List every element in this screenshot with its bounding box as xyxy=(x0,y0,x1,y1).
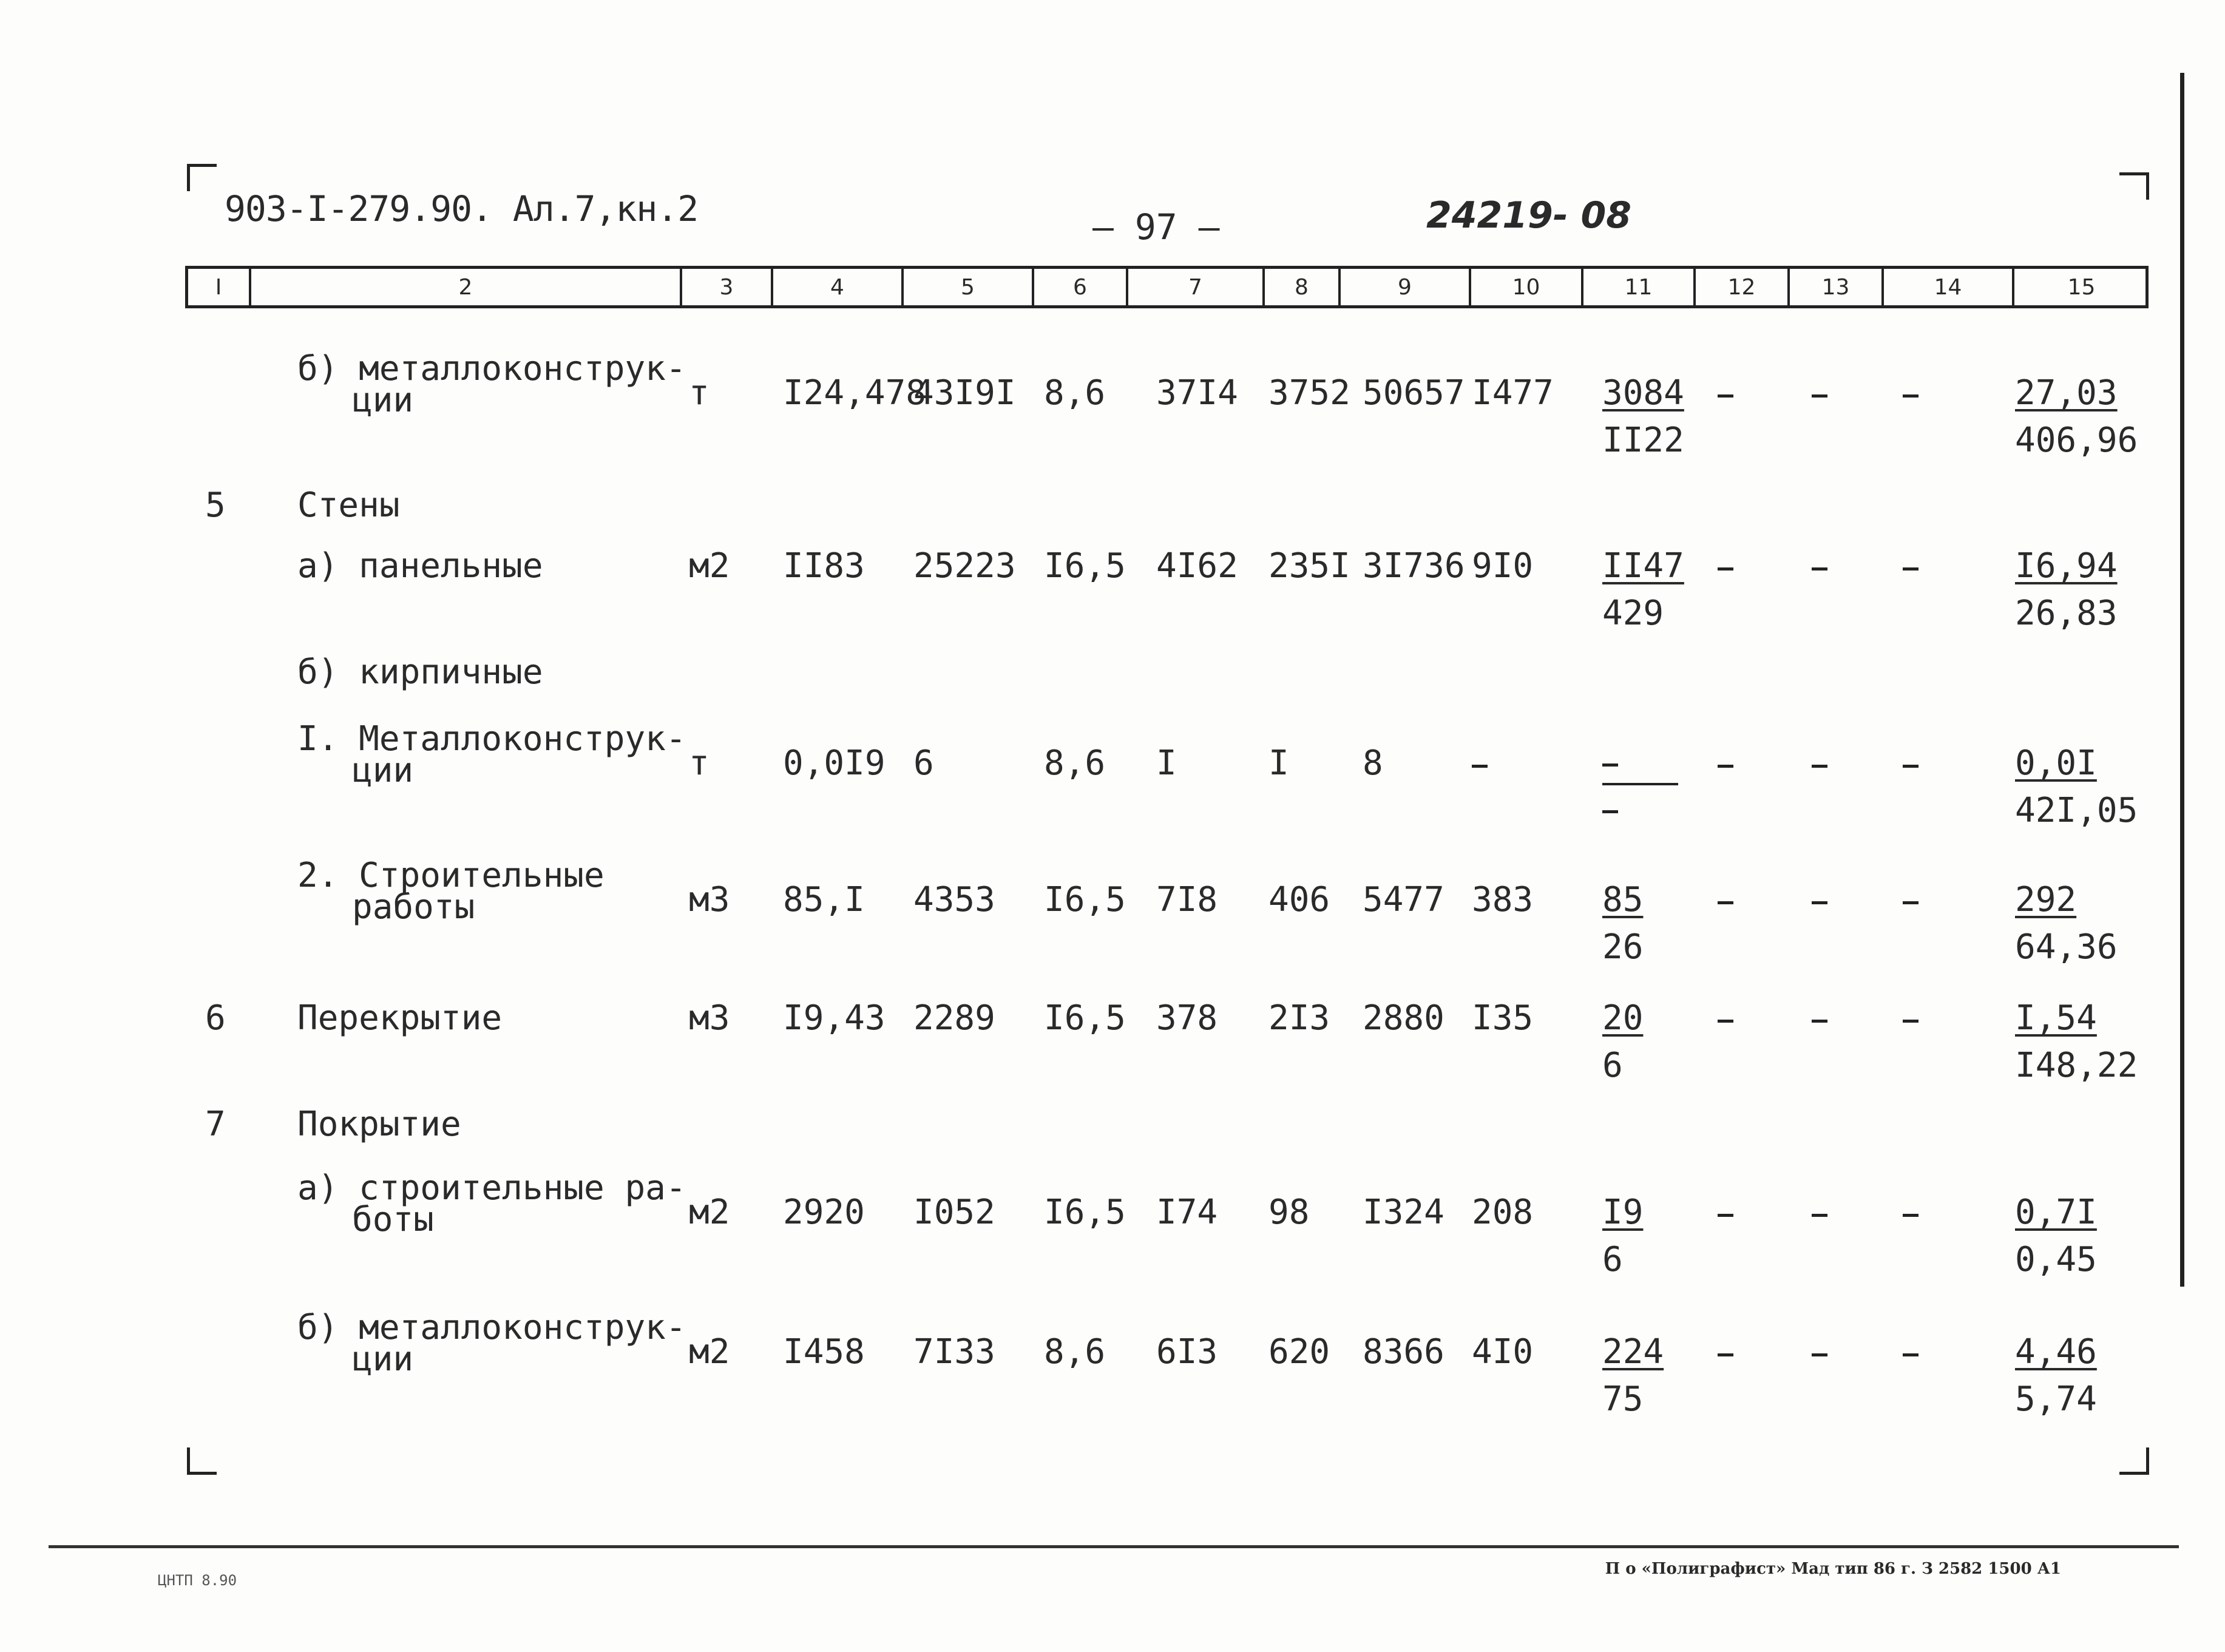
value-c12-dash xyxy=(1718,765,1733,768)
column-number-5: 5 xyxy=(901,269,1032,305)
value-c12-dash xyxy=(1718,394,1733,398)
value-c11-top: 85 xyxy=(1602,880,1644,919)
row-name: б) металлоконструк- xyxy=(297,349,686,388)
value-c10-dash xyxy=(1472,765,1488,768)
value-c10: 9I0 xyxy=(1472,546,1534,586)
column-number-1: I xyxy=(215,274,222,300)
footer-left-text: ЦНТП 8.90 xyxy=(158,1572,237,1589)
column-number-7: 7 xyxy=(1126,269,1262,305)
value-c7: 378 xyxy=(1156,998,1218,1038)
value-c9: I324 xyxy=(1363,1193,1444,1232)
value-c10: 208 xyxy=(1472,1193,1534,1232)
value-c7: 6I3 xyxy=(1156,1332,1218,1372)
value-c12-dash xyxy=(1718,1214,1733,1217)
column-number-13: 13 xyxy=(1787,269,1881,305)
value-c15-top: 27,03 xyxy=(2015,373,2118,413)
value-c11-top: 3084 xyxy=(1602,373,1684,413)
value-c13-dash xyxy=(1812,394,1827,398)
value-c4: I9,43 xyxy=(783,998,886,1038)
value-c11-top: II47 xyxy=(1602,546,1684,586)
value-c15-top: 0,7I xyxy=(2015,1193,2097,1232)
value-c5: 7I33 xyxy=(913,1332,995,1372)
value-c15-top: 4,46 xyxy=(2015,1332,2097,1372)
value-c15-bottom: 406,96 xyxy=(2015,421,2138,460)
corner-top-left xyxy=(187,164,217,191)
value-c9: 8366 xyxy=(1363,1332,1444,1372)
row-number: 7 xyxy=(205,1105,226,1144)
row-name: а) панельные xyxy=(297,546,543,586)
value-c6: 8,6 xyxy=(1044,373,1106,413)
value-c15-bottom: 26,83 xyxy=(2015,594,2118,633)
value-c15-top: I,54 xyxy=(2015,998,2097,1038)
value-c14-dash xyxy=(1903,394,1919,398)
value-c14-dash xyxy=(1903,1353,1919,1356)
value-c7: I74 xyxy=(1156,1193,1218,1232)
corner-top-right xyxy=(2119,172,2149,200)
unit-cell: м3 xyxy=(689,998,730,1038)
row-name: ции xyxy=(352,1339,414,1379)
value-c15-bottom: 0,45 xyxy=(2015,1240,2097,1279)
value-c7: I xyxy=(1156,743,1177,783)
row-name: Перекрытие xyxy=(297,998,503,1038)
document-code: 903-I-279.90. Ал.7,кн.2 xyxy=(225,188,699,229)
value-c11-bottom: 6 xyxy=(1602,1046,1623,1085)
value-c10: 383 xyxy=(1472,880,1534,919)
value-c11-bottom: 26 xyxy=(1602,927,1644,967)
value-c8: I xyxy=(1268,743,1289,783)
value-c11-bottom: 75 xyxy=(1602,1379,1644,1419)
value-c11-bottom: 6 xyxy=(1602,1240,1623,1279)
value-c15-top: 292 xyxy=(2015,880,2077,919)
value-c11-bottom-dash xyxy=(1602,810,1618,813)
value-c13-dash xyxy=(1812,567,1827,570)
corner-bottom-left xyxy=(187,1447,217,1475)
row-name: б) металлоконструк- xyxy=(297,1308,686,1347)
column-number-15: 15 xyxy=(2012,269,2149,305)
footer-divider xyxy=(49,1545,2179,1548)
value-c5: 4353 xyxy=(913,880,995,919)
right-margin-line xyxy=(2180,73,2184,1287)
column-number-9: 9 xyxy=(1338,269,1469,305)
value-c8: 235I xyxy=(1268,546,1350,586)
column-number-2: 2 xyxy=(249,269,680,305)
value-c15-bottom: 5,74 xyxy=(2015,1379,2097,1419)
fraction-line-c11 xyxy=(1602,783,1678,785)
value-c9: 3I736 xyxy=(1363,546,1465,586)
value-c12-dash xyxy=(1718,567,1733,570)
row-number: 6 xyxy=(205,998,226,1038)
column-number-6: 6 xyxy=(1032,269,1126,305)
corner-bottom-right xyxy=(2119,1447,2149,1475)
value-c5: 6 xyxy=(913,743,934,783)
value-c7: 4I62 xyxy=(1156,546,1238,586)
value-c13-dash xyxy=(1812,1353,1827,1356)
value-c10: I477 xyxy=(1472,373,1554,413)
column-number-12: 12 xyxy=(1693,269,1787,305)
value-c9: 50657 xyxy=(1363,373,1465,413)
value-c9: 8 xyxy=(1363,743,1383,783)
value-c8: 2I3 xyxy=(1268,998,1330,1038)
value-c13-dash xyxy=(1812,1214,1827,1217)
row-name: ции xyxy=(352,751,414,790)
value-c4: 85,I xyxy=(783,880,865,919)
column-number-14: 14 xyxy=(1881,269,2012,305)
value-c11-top: 224 xyxy=(1602,1332,1664,1372)
value-c7: 37I4 xyxy=(1156,373,1238,413)
row-name: Покрытие xyxy=(297,1105,461,1144)
value-c4: I458 xyxy=(783,1332,865,1372)
row-name: Стены xyxy=(297,486,400,525)
row-number: 5 xyxy=(205,486,226,525)
unit-cell: м2 xyxy=(689,546,730,586)
value-c15-bottom: I48,22 xyxy=(2015,1046,2138,1085)
value-c4: 2920 xyxy=(783,1193,865,1232)
value-c6: I6,5 xyxy=(1044,546,1126,586)
value-c14-dash xyxy=(1903,567,1919,570)
column-number-10: 10 xyxy=(1469,269,1581,305)
column-number-row xyxy=(185,266,2149,308)
value-c11-top: I9 xyxy=(1602,1193,1644,1232)
value-c5: 2289 xyxy=(913,998,995,1038)
value-c10: 4I0 xyxy=(1472,1332,1534,1372)
value-c6: I6,5 xyxy=(1044,1193,1126,1232)
value-c13-dash xyxy=(1812,765,1827,768)
value-c9: 2880 xyxy=(1363,998,1444,1038)
value-c7: 7I8 xyxy=(1156,880,1218,919)
value-c6: 8,6 xyxy=(1044,743,1106,783)
value-c14-dash xyxy=(1903,1214,1919,1217)
value-c4: 0,0I9 xyxy=(783,743,886,783)
value-c6: 8,6 xyxy=(1044,1332,1106,1372)
value-c4: II83 xyxy=(783,546,865,586)
value-c10: I35 xyxy=(1472,998,1534,1038)
value-c5: I052 xyxy=(913,1193,995,1232)
handwritten-code: 24219- 08 xyxy=(1426,194,1632,237)
value-c12-dash xyxy=(1718,1020,1733,1023)
page-number: — 97 — xyxy=(1092,206,1220,248)
unit-cell: м2 xyxy=(689,1332,730,1372)
row-name: ции xyxy=(352,381,414,420)
row-name: а) строительные ра- xyxy=(297,1168,686,1208)
printer-imprint: П о «Полиграфист» Мад тип 86 г. З 2582 1500 А1 xyxy=(1605,1560,2061,1578)
unit-cell: т xyxy=(689,743,709,783)
value-c14-dash xyxy=(1903,901,1919,904)
value-c11-top: 20 xyxy=(1602,998,1644,1038)
value-c15-bottom: 42I,05 xyxy=(2015,791,2138,830)
row-name: боты xyxy=(352,1200,434,1239)
value-c5: 25223 xyxy=(913,546,1016,586)
value-c11-bottom: II22 xyxy=(1602,421,1684,460)
value-c15-top: 0,0I xyxy=(2015,743,2097,783)
value-c4: I24,478 xyxy=(783,373,927,413)
value-c13-dash xyxy=(1812,901,1827,904)
value-c11-bottom: 429 xyxy=(1602,594,1664,633)
value-c12-dash xyxy=(1718,901,1733,904)
column-number-11: 11 xyxy=(1581,269,1693,305)
unit-cell: м2 xyxy=(689,1193,730,1232)
value-c13-dash xyxy=(1812,1020,1827,1023)
row-name: б) кирпичные xyxy=(297,652,543,692)
value-c14-dash xyxy=(1903,765,1919,768)
value-c12-dash xyxy=(1718,1353,1733,1356)
value-c8: 98 xyxy=(1268,1193,1310,1232)
value-c6: I6,5 xyxy=(1044,998,1126,1038)
value-c8: 406 xyxy=(1268,880,1330,919)
value-c8: 3752 xyxy=(1268,373,1350,413)
value-c15-top: I6,94 xyxy=(2015,546,2118,586)
value-c6: I6,5 xyxy=(1044,880,1126,919)
unit-cell: т xyxy=(689,373,709,413)
value-c9: 5477 xyxy=(1363,880,1444,919)
value-c5: 43I9I xyxy=(913,373,1016,413)
row-name: 2. Строительные xyxy=(297,856,605,895)
value-c15-bottom: 64,36 xyxy=(2015,927,2118,967)
unit-cell: м3 xyxy=(689,880,730,919)
value-c14-dash xyxy=(1903,1020,1919,1023)
column-number-3: 3 xyxy=(680,269,771,305)
column-number-8: 8 xyxy=(1262,269,1338,305)
column-number-4: 4 xyxy=(771,269,901,305)
value-c11-top-dash xyxy=(1602,763,1618,767)
row-name: I. Металлоконструк- xyxy=(297,719,686,759)
row-name: работы xyxy=(352,887,475,927)
value-c8: 620 xyxy=(1268,1332,1330,1372)
